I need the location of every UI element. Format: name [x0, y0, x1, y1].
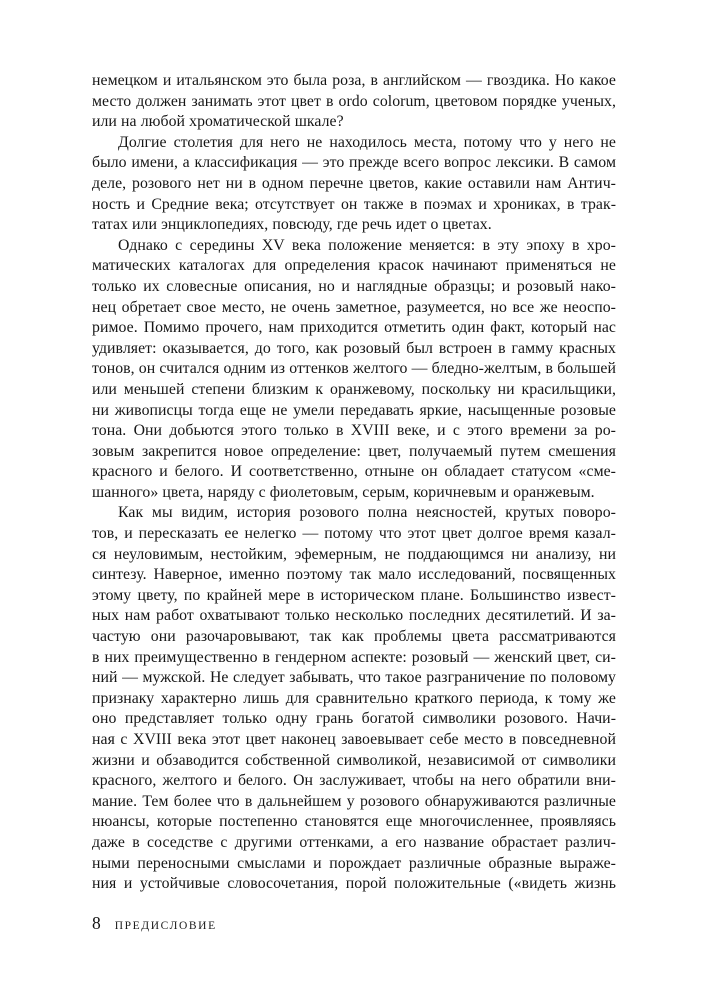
text-line: было имени, а классификация — это прежде всего вопрос лексики. В самом [92, 154, 616, 172]
paragraph [92, 133, 616, 236]
text-line: признаку характерно лишь для сравнительно краткого периода, к тому же [92, 689, 616, 707]
text-line: место должен занимать этот цвет в ordo colorum, цветовом порядке ученых, [92, 92, 616, 110]
text-line: удивляет: оказывается, до того, как розовый был встроен в гамму красных [92, 339, 616, 357]
text-line: ными переносными смыслами и порождает различные образные выраже- [92, 854, 616, 872]
text-line: тов, и пересказать ее нелегко — потому что этот цвет долгое время казал- [92, 525, 616, 543]
text-line: татах или энциклопедиях, повсюду, где речь идет о цветах. [92, 216, 492, 234]
paragraph [92, 503, 616, 894]
text-line: жизни и обзаводится собственной символикой, независимой от символики [92, 751, 616, 769]
text-line: матических каталогах для определения красок начинают применяться не [92, 257, 616, 275]
page-footer [92, 913, 616, 933]
text-line: ний — мужской. Не следует забывать, что такое разграничение по половому [92, 669, 616, 687]
text-line: тона. Они добьются этого только в XVIII веке, и с этого времени за ро- [92, 422, 616, 440]
paragraph [92, 71, 616, 133]
paragraph [92, 236, 616, 504]
text-line: красного и белого. И соответственно, отныне он обладает статусом «сме- [92, 463, 616, 481]
text-line: синтезу. Наверное, именно поэтому так мало исследований, посвященных [92, 566, 616, 584]
text-line: нюансы, которые постепенно становятся еще многочисленнее, проявляясь [92, 813, 616, 831]
text-line: ни живописцы тогда еще не умели передавать яркие, насыщенные розовые [92, 401, 616, 419]
text-line: частую они разочаровывают, так как проблемы цвета рассматриваются [92, 628, 616, 646]
text-line: ния и устойчивые словосочетания, порой положительные («видеть жизнь [92, 875, 616, 893]
text-line: ся неуловимым, нестойким, эфемерным, не поддающимся ни анализу, ни [92, 545, 616, 563]
page-number: 8 [92, 913, 101, 933]
text-line: Как мы видим, история розового полна неясностей, крутых поворо- [118, 504, 616, 522]
text-line: только их словесные описания, но и наглядные образцы; и розовый нако- [92, 277, 616, 295]
text-line: римое. Помимо прочего, нам приходится отметить один факт, который нас [92, 319, 616, 337]
text-line: нец обретает свое место, не очень заметное, разумеется, но все же неоспо- [92, 298, 616, 316]
text-line: тонов, он считался одним из оттенков желтого — бледно-желтым, в большей [92, 360, 616, 378]
text-line: ных нам работ охватывают только несколько последних десятилетий. И за- [92, 607, 616, 625]
text-line: мание. Тем более что в дальнейшем у розового обнаруживаются различные [92, 792, 616, 810]
text-line: или меньшей степени близким к оранжевому, поскольку ни красильщики, [92, 380, 616, 398]
text-line: даже в соседстве с другими оттенками, а его название обрастает различ- [92, 833, 616, 851]
body-text [92, 71, 616, 895]
text-line: в них преимущественно в гендерном аспекте: розовый — женский цвет, си- [92, 648, 616, 666]
text-line: или на любой хроматической шкале? [92, 113, 344, 131]
text-line: оно представляет только одну грань богатой символики розового. Начи- [92, 710, 616, 728]
text-line: немецком и итальянском это была роза, в английском — гвоздика. Но какое [92, 72, 616, 89]
text-line: зовым закрепится новое определение: цвет, получаемый путем смешения [92, 442, 616, 460]
text-line: Долгие столетия для него не находилось места, потому что у него не [118, 133, 616, 151]
text-line: ная с XVIII века этот цвет наконец завоевывает себе место в повседневной [92, 731, 616, 748]
text-line: красного, желтого и белого. Он заслуживает, чтобы на него обратили вни- [92, 772, 616, 790]
text-line: ность и Средние века; отсутствует он также в поэмах и хрониках, в трак- [92, 195, 616, 213]
text-line: Однако с середины XV века положение меняется: в эту эпоху в хро- [118, 236, 616, 254]
text-line: шанного» цвета, наряду с фиолетовым, серым, коричневым и оранжевым. [92, 483, 595, 501]
text-line: этому цвету, по крайней мере в историческом плане. Большинство извест- [92, 586, 616, 604]
text-line: деле, розового нет ни в одном перечне цветов, какие оставили нам Антич- [92, 174, 616, 192]
running-title: ПРЕДИСЛОВИЕ [114, 920, 217, 932]
